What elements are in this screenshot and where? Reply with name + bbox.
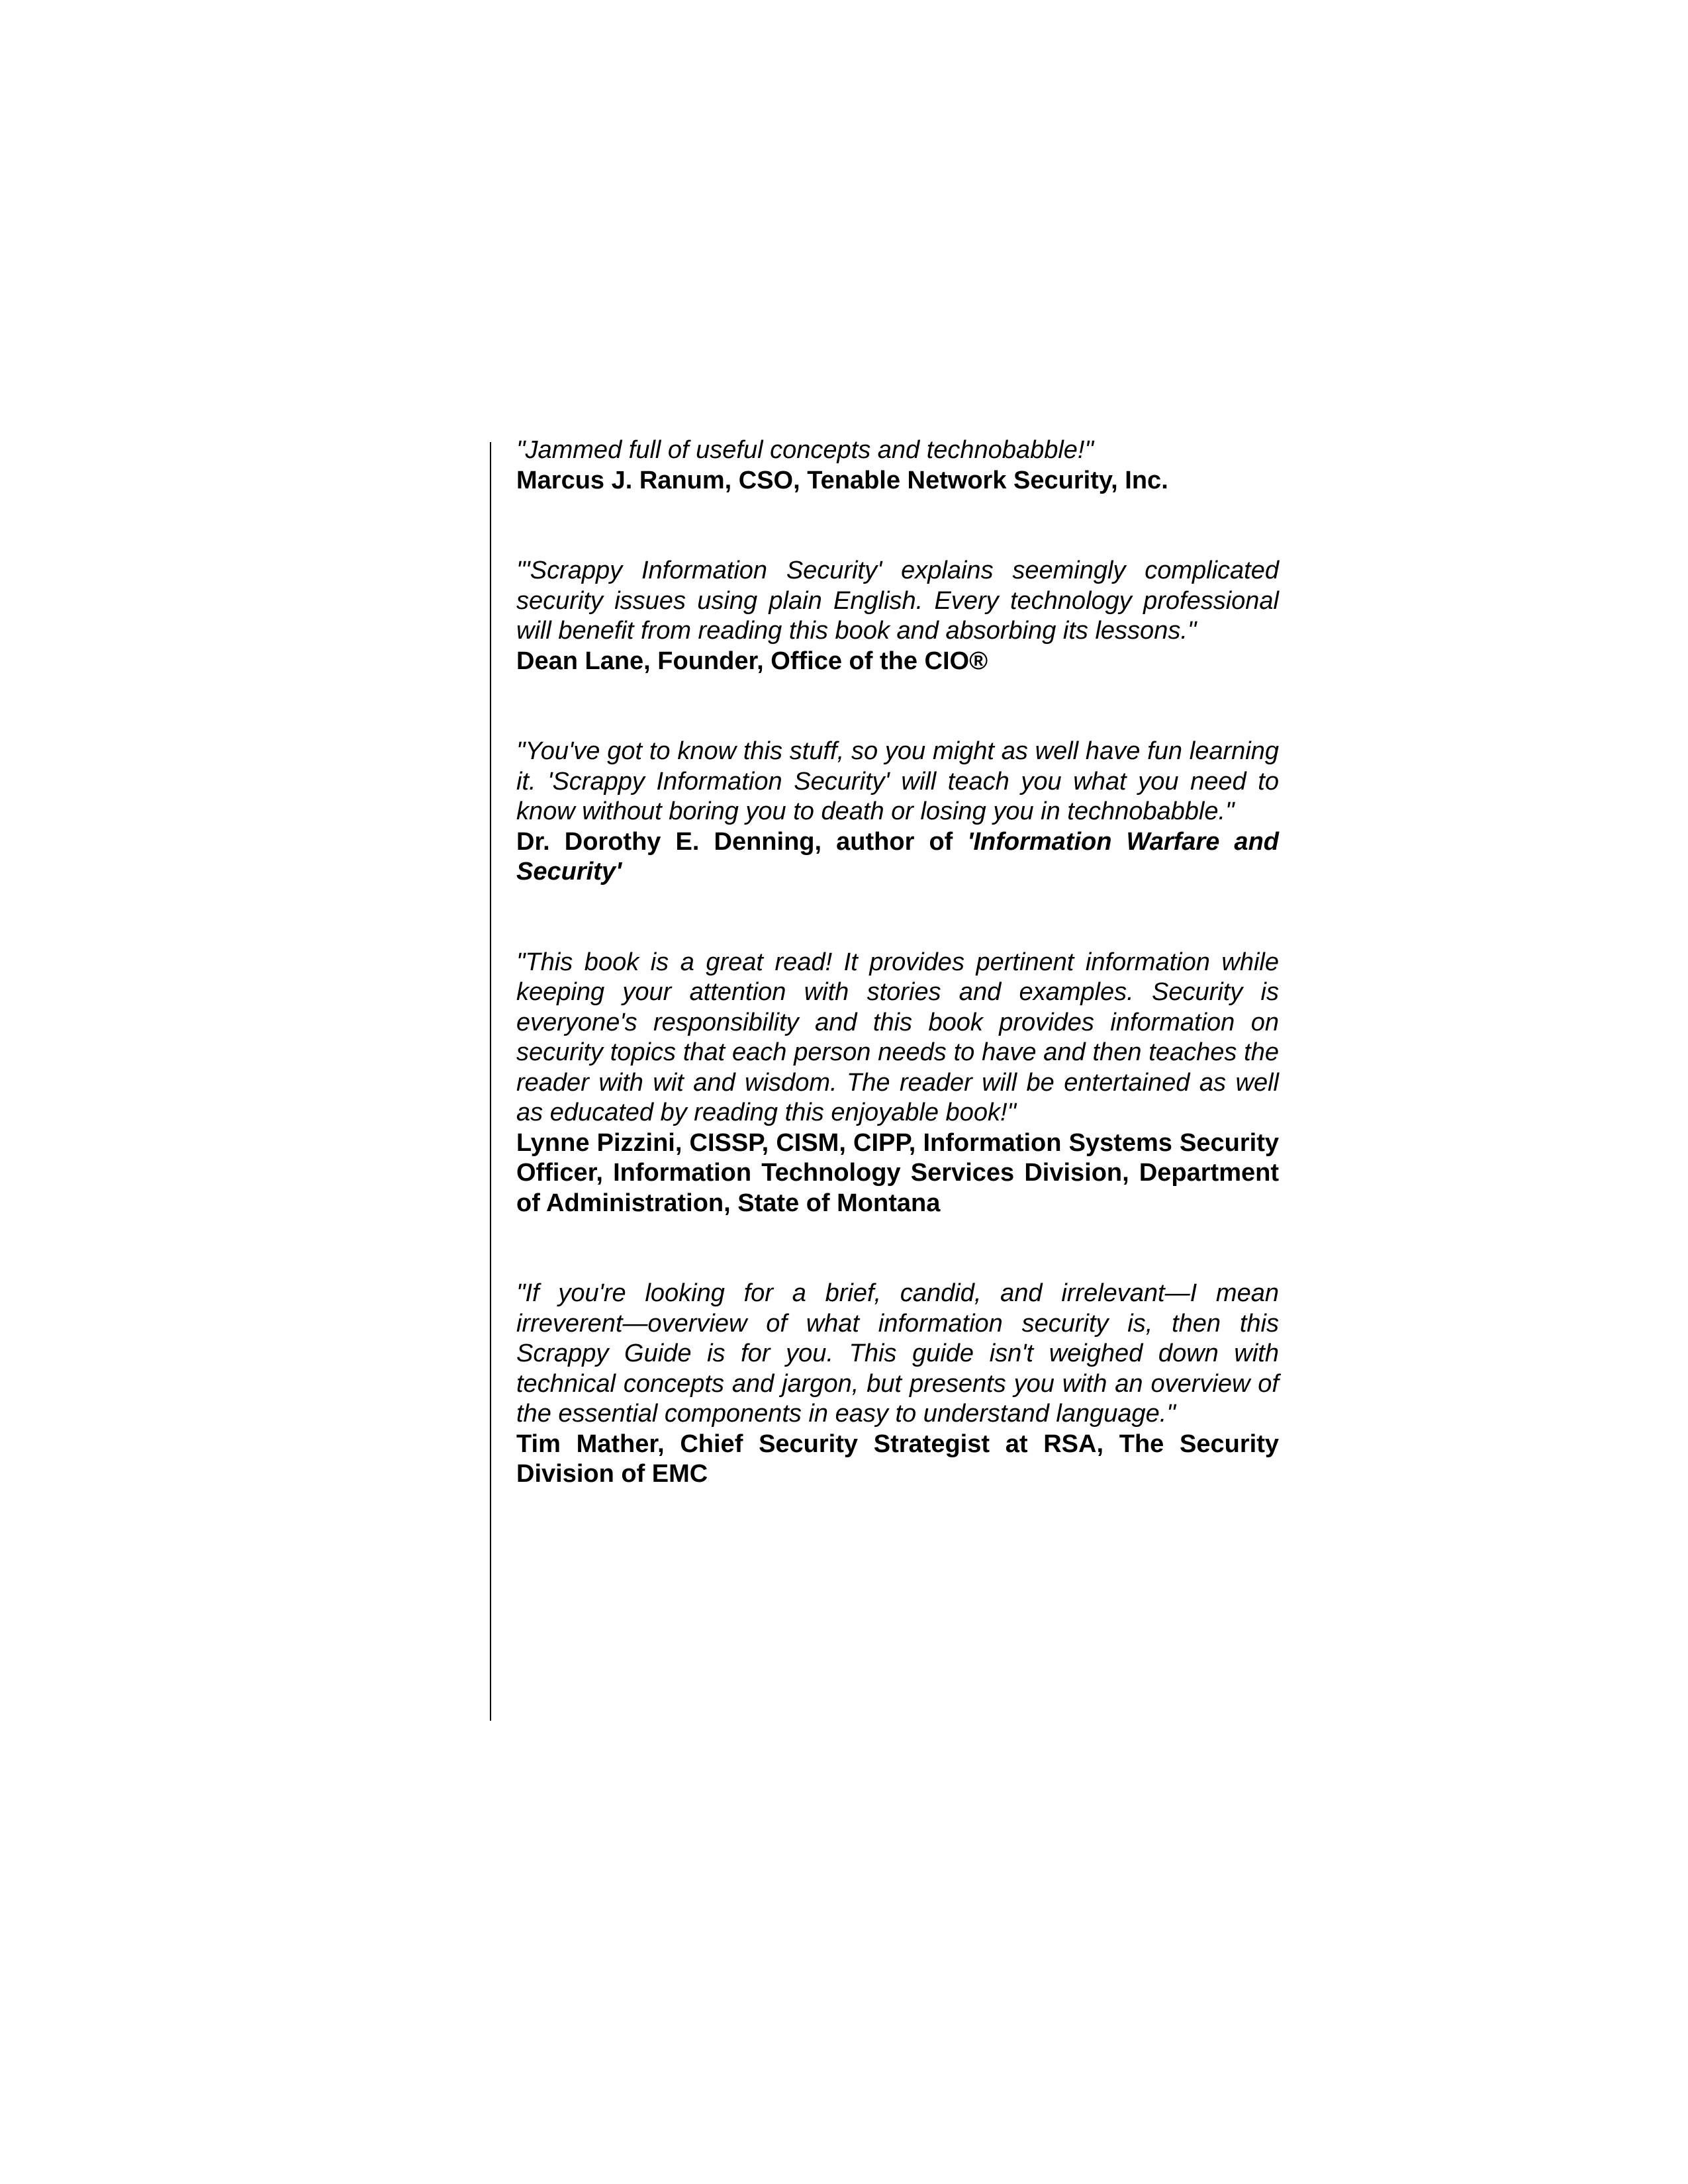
endorsement-quote: "You've got to know this stuff, so you might as well have fun learning it. 'Scrappy Information Security' will teach you what you need to know without boring you to death or losing you in technobabble." — [516, 737, 1279, 825]
endorsement-quote: "If you're looking for a brief, candid, and irrelevant—I mean irreverent—overview of what information security is, then this Scrappy Guide is for you. This guide isn't weighed down with technical concepts and jargon, but presents you with an overview of the essential components in easy to understand language." — [516, 1279, 1279, 1428]
endorsement-attribution: Lynne Pizzini, CISSP, CISM, CIPP, Information Systems Security Officer, Information Technology Services Division, Department of Administration, State of Montana — [516, 1128, 1279, 1217]
attribution-book-title: 'Information Warfare and Security' — [516, 827, 1279, 886]
endorsement-attribution: Dean Lane, Founder, Office of the CIO® — [516, 647, 988, 675]
endorsement-pizzini — [516, 948, 1279, 1219]
endorsement-attribution — [516, 827, 1279, 887]
endorsements-column — [516, 435, 1279, 1490]
endorsement-ranum — [516, 435, 1279, 496]
endorsement-mather — [516, 1279, 1279, 1490]
endorsement-quote: "This book is a great read! It provides pertinent information while keeping your attention with stories and examples. Security is everyone's responsibility and this book provides information on security topics that each person needs to have and then teaches the reader with wit and wisdom. The reader will be entertained as well as educated by reading this enjoyable book!" — [516, 948, 1279, 1126]
endorsement-quote: "'Scrappy Information Security' explains seemingly complicated security issues using plain English. Every technology professional will benefit from reading this book and absorbing its lessons." — [516, 557, 1279, 645]
endorsement-quote: "Jammed full of useful concepts and technobabble!" — [516, 436, 1094, 464]
attribution-author: Dr. Dorothy E. Denning, author of — [516, 827, 953, 856]
vertical-rule — [490, 442, 491, 1721]
endorsement-lane — [516, 556, 1279, 676]
endorsement-attribution: Marcus J. Ranum, CSO, Tenable Network Security, Inc. — [516, 466, 1168, 494]
endorsement-attribution: Tim Mather, Chief Security Strategist at RSA, The Security Division of EMC — [516, 1430, 1279, 1488]
endorsement-denning — [516, 737, 1279, 887]
